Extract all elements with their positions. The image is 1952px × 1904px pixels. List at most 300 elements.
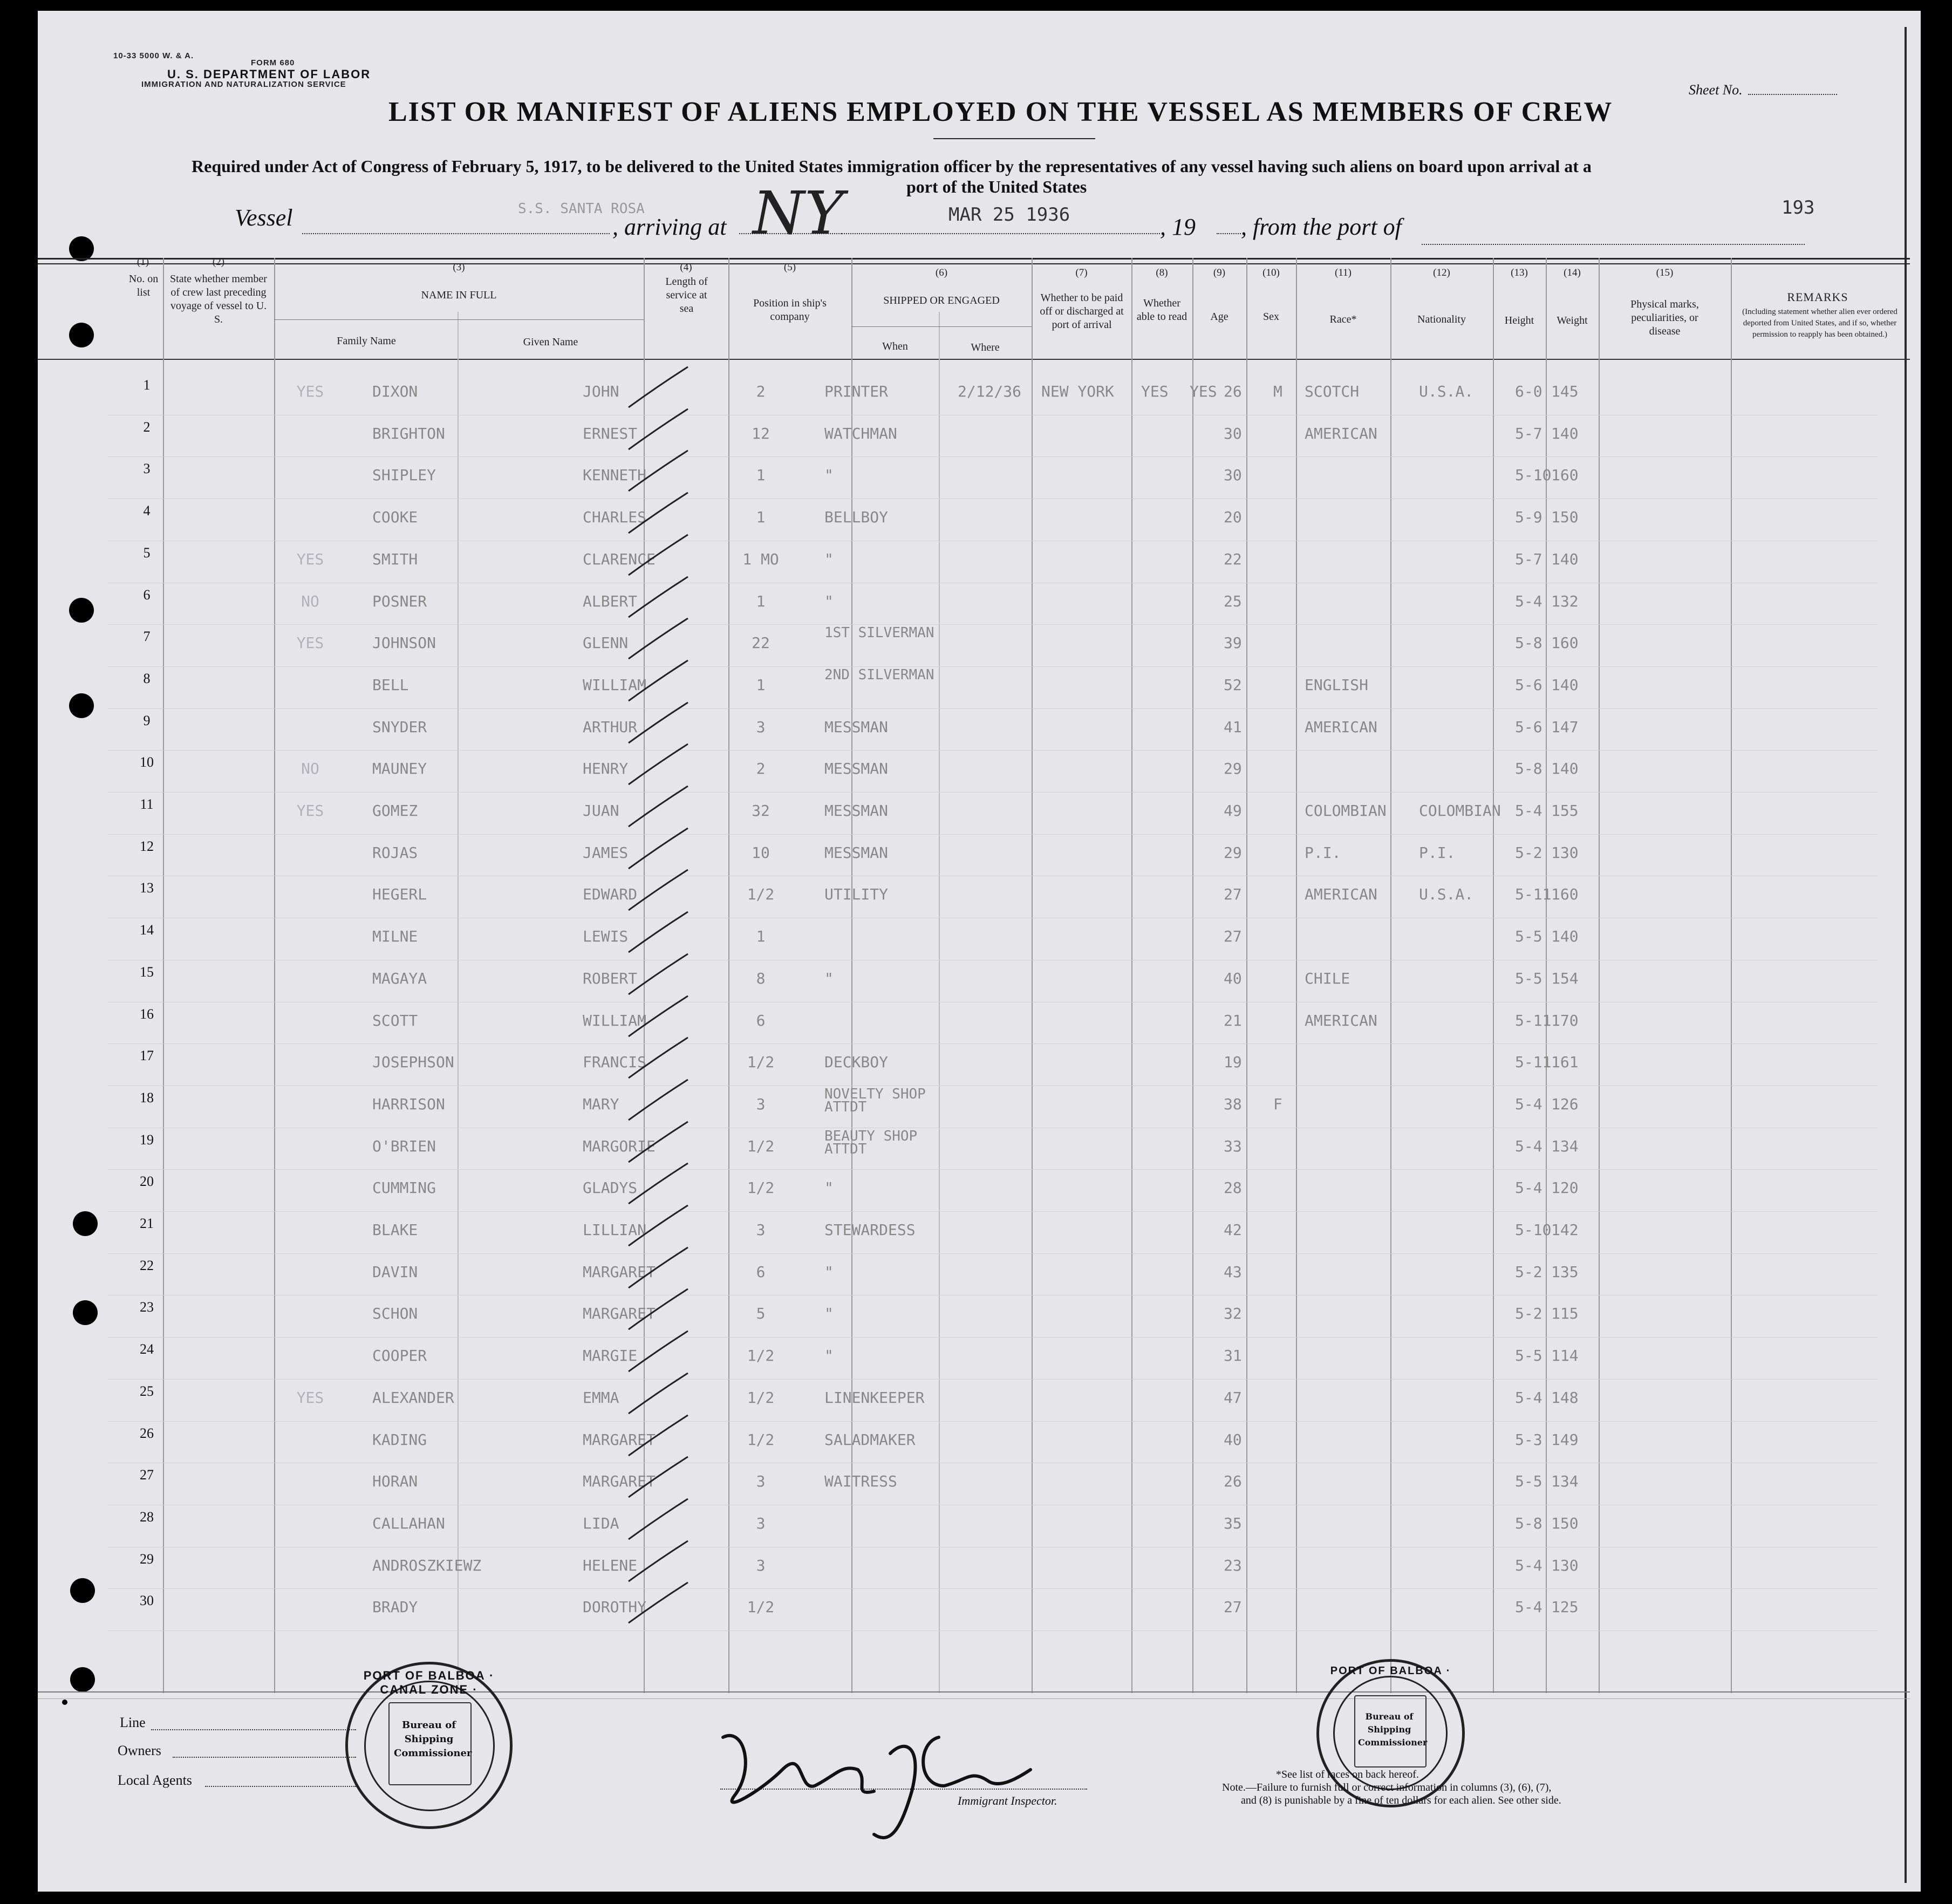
service-length-cell: 1/2	[747, 1388, 775, 1407]
given-name-cell: MARGIE	[583, 1347, 638, 1365]
row-number: 27	[140, 1467, 154, 1483]
row-rule	[108, 834, 1878, 835]
form-code: 10-33 5000 W. & A.	[113, 51, 194, 60]
height-cell: 5-2	[1515, 1305, 1543, 1323]
height-cell: 5-7	[1515, 424, 1543, 442]
penalty-note-line2: and (8) is punishable by a fine of ten dollars for each alien. See other side.	[1241, 1794, 1561, 1806]
column-heading-position: Position in ship's company	[753, 297, 827, 323]
column-heading-age: Age	[1210, 311, 1228, 323]
column-number: (6)	[935, 267, 948, 278]
age-cell: 31	[1224, 1347, 1242, 1365]
service-length-cell: 1/2	[747, 885, 775, 904]
age-cell: 25	[1224, 592, 1242, 610]
position-cell: "	[824, 1305, 834, 1323]
service-length-cell: 1	[756, 675, 766, 694]
service-length-cell: 3	[756, 1556, 766, 1574]
position-cell: WAITRESS	[824, 1472, 897, 1491]
family-name-cell: KADING	[372, 1430, 427, 1449]
height-cell: 5-4	[1515, 1179, 1543, 1197]
age-cell: 38	[1224, 1095, 1242, 1113]
row-number: 16	[140, 1006, 154, 1022]
row-number: 17	[140, 1048, 154, 1064]
column-number: (13)	[1511, 267, 1528, 278]
weight-cell: 170	[1551, 1011, 1579, 1029]
height-cell: 5-4	[1515, 1388, 1543, 1407]
weight-cell: 114	[1551, 1347, 1579, 1365]
service-length-cell: 3	[756, 718, 766, 736]
family-name-cell: SMITH	[372, 550, 418, 568]
arriving-label: , arriving at	[612, 214, 727, 240]
column-divider	[1390, 258, 1391, 1693]
column-heading-prev-voyage: State whether member of crew last preceding voyage of vessel to U. S.	[170, 273, 267, 325]
weight-cell: 147	[1551, 718, 1579, 736]
prev-voyage-cell: NO	[301, 760, 319, 778]
family-name-cell: COOKE	[372, 508, 418, 527]
column-heading-remarks-note: (Including statement whether alien ever ordered deported from United States, and if so, whether permission to reapply has been obtained.)	[1742, 308, 1898, 339]
position-cell: LINENKEEPER	[824, 1388, 925, 1407]
row-number: 28	[140, 1509, 154, 1525]
age-cell: 52	[1224, 675, 1242, 694]
check-mark	[626, 1370, 691, 1419]
race-cell: SCOTCH	[1305, 383, 1360, 400]
age-cell: 29	[1224, 843, 1242, 862]
position-cell: SALADMAKER	[824, 1430, 916, 1449]
height-cell: 5-3	[1515, 1430, 1543, 1449]
inspector-label: Immigrant Inspector.	[958, 1794, 1057, 1807]
prev-voyage-cell: YES	[296, 802, 324, 820]
column-number: (1)	[136, 256, 149, 268]
position-cell: "	[824, 466, 834, 484]
weight-cell: 120	[1551, 1179, 1579, 1197]
race-cell: ENGLISH	[1305, 675, 1369, 694]
row-number: 21	[140, 1216, 154, 1231]
service-length-cell: 1/2	[747, 1179, 775, 1197]
race-cell: P.I.	[1305, 843, 1341, 862]
name-subheader-rule	[274, 319, 644, 320]
given-name-cell: DOROTHY	[583, 1598, 647, 1616]
given-name-cell: HENRY	[583, 760, 629, 778]
age-cell: 30	[1224, 424, 1242, 442]
age-cell: 32	[1224, 1305, 1242, 1323]
line-field[interactable]	[151, 1729, 356, 1730]
check-mark	[626, 993, 691, 1042]
given-name-cell: FRANCIS	[583, 1053, 647, 1072]
row-rule	[108, 456, 1878, 457]
nationality-cell: U.S.A.	[1419, 885, 1474, 904]
given-name-cell: WILLIAM	[583, 1011, 647, 1029]
row-number: 9	[143, 712, 151, 728]
given-name-cell: ERNEST	[583, 424, 638, 442]
row-number: 5	[143, 544, 151, 561]
given-name-cell: ROBERT	[583, 969, 638, 987]
weight-cell: 126	[1551, 1095, 1579, 1113]
owners-field[interactable]	[173, 1757, 356, 1758]
family-name-cell: HORAN	[372, 1472, 418, 1491]
service-length-cell: 22	[752, 634, 770, 652]
position-cell: PRINTER	[824, 383, 889, 400]
column-divider	[1131, 258, 1132, 1693]
prev-voyage-cell: YES	[296, 1388, 324, 1407]
weight-cell: 135	[1551, 1262, 1579, 1281]
age-cell: 28	[1224, 1179, 1242, 1197]
race-cell: CHILE	[1305, 969, 1350, 987]
weight-cell: 130	[1551, 843, 1579, 862]
races-note: *See list of races on back hereof.	[1276, 1769, 1419, 1780]
service-length-cell: 3	[756, 1095, 766, 1113]
service-length-cell: 1/2	[747, 1053, 775, 1072]
row-number: 11	[140, 796, 154, 812]
column-number: (10)	[1262, 267, 1280, 278]
family-name-cell: MILNE	[372, 927, 418, 946]
check-mark	[626, 1286, 691, 1335]
height-cell: 5-6	[1515, 718, 1543, 736]
column-number: (9)	[1213, 267, 1226, 278]
row-rule	[108, 1211, 1878, 1212]
header-rule	[38, 258, 1910, 260]
vessel-label: Vessel	[235, 204, 293, 231]
age-cell: 22	[1224, 550, 1242, 568]
given-name-cell: LEWIS	[583, 927, 629, 946]
position-cell: "	[824, 592, 834, 610]
given-name-cell: MARGARET	[583, 1430, 656, 1449]
local-agents-field[interactable]	[205, 1786, 356, 1787]
weight-cell: 148	[1551, 1388, 1579, 1407]
stamp-center-text: Bureau of Shipping Commissioner	[394, 1719, 472, 1759]
height-cell: 5-11	[1515, 1053, 1552, 1072]
family-name-cell: COOPER	[372, 1347, 427, 1365]
family-name-cell: JOHNSON	[372, 634, 436, 652]
column-heading-physical-marks: Physical marks, peculiarities, or disease	[1630, 298, 1699, 337]
paid-off-cell: YES	[1141, 383, 1169, 400]
weight-cell: 154	[1551, 969, 1579, 987]
family-name-cell: POSNER	[372, 592, 427, 610]
race-cell: COLOMBIAN	[1305, 802, 1387, 820]
shipped-subheader-rule	[851, 326, 1032, 327]
given-name-cell: CHARLES	[583, 508, 647, 527]
height-cell: 5-10	[1515, 466, 1552, 484]
column-heading-paid-off: Whether to be paid off or discharged at port of arrival	[1040, 292, 1124, 331]
row-number: 24	[140, 1341, 154, 1357]
prev-voyage-cell: YES	[296, 550, 324, 568]
weight-cell: 130	[1551, 1556, 1579, 1574]
position-cell: "	[824, 1347, 834, 1365]
able-to-read-cell: YES	[1190, 383, 1217, 400]
department-name: U. S. DEPARTMENT OF LABOR	[167, 67, 371, 81]
given-name-cell: MARGARET	[583, 1305, 656, 1323]
check-mark	[626, 1496, 691, 1545]
weight-cell: 160	[1551, 466, 1579, 484]
column-divider	[1192, 258, 1193, 1693]
row-rule	[108, 708, 1878, 709]
weight-cell: 140	[1551, 927, 1579, 946]
prev-voyage-cell: NO	[301, 592, 319, 610]
weight-cell: 140	[1551, 550, 1579, 568]
row-number: 14	[140, 922, 154, 938]
nationality-cell: U.S.A.	[1419, 383, 1474, 400]
family-name-cell: O'BRIEN	[372, 1137, 436, 1155]
check-mark	[626, 1077, 691, 1125]
check-mark	[626, 364, 691, 413]
service-length-cell: 32	[752, 802, 770, 820]
check-mark	[626, 1203, 691, 1251]
age-cell: 20	[1224, 508, 1242, 527]
height-cell: 5-6	[1515, 675, 1543, 694]
family-name-cell: BRIGHTON	[372, 424, 445, 442]
height-cell: 5-4	[1515, 802, 1543, 820]
service-length-cell: 1/2	[747, 1430, 775, 1449]
height-cell: 5-8	[1515, 634, 1543, 652]
column-divider	[1599, 258, 1600, 1693]
service-length-cell: 1/2	[747, 1137, 775, 1155]
row-number: 26	[140, 1425, 154, 1441]
subtitle-line2: port of the United States	[906, 177, 1087, 196]
sex-cell: M	[1273, 383, 1282, 400]
penalty-note: Note.—Failure to furnish full or correct information in columns (3), (6), (7),	[1222, 1782, 1552, 1793]
height-cell: 5-4	[1515, 1598, 1543, 1616]
race-cell: AMERICAN	[1305, 718, 1377, 736]
height-cell: 5-10	[1515, 1221, 1552, 1239]
age-cell: 29	[1224, 760, 1242, 778]
column-heading-remarks: REMARKS	[1787, 290, 1848, 304]
position-cell: MESSMAN	[824, 843, 889, 862]
vessel-name: S.S. SANTA ROSA	[518, 201, 645, 217]
age-cell: 40	[1224, 969, 1242, 987]
column-heading-sex: Sex	[1263, 311, 1279, 323]
age-cell: 30	[1224, 466, 1242, 484]
given-name-cell: KENNETH	[583, 466, 647, 484]
shipped-where-cell: NEW YORK	[1041, 383, 1114, 400]
sex-cell: F	[1273, 1095, 1282, 1113]
height-cell: 5-11	[1515, 1011, 1552, 1029]
given-name-cell: ALBERT	[583, 592, 638, 610]
year-field[interactable]	[1217, 233, 1241, 234]
family-name-cell: BLAKE	[372, 1221, 418, 1239]
height-cell: 5-7	[1515, 550, 1543, 568]
row-number: 23	[140, 1299, 154, 1315]
family-name-cell: HARRISON	[372, 1095, 445, 1113]
weight-cell: 115	[1551, 1305, 1579, 1323]
check-mark	[626, 574, 691, 623]
check-mark	[626, 700, 691, 748]
column-number: (12)	[1433, 267, 1450, 278]
column-divider	[1731, 258, 1732, 1693]
row-number: 10	[140, 754, 154, 770]
service-length-cell: 3	[756, 1472, 766, 1491]
owners-label: Owners	[118, 1743, 161, 1758]
height-cell: 5-4	[1515, 1137, 1543, 1155]
subtitle: Required under Act of Congress of February 5, 1917, to be delivered to the United States immigration officer by the representatives of any vessel having such aliens on board upon arrival at a	[192, 156, 1592, 176]
family-name-cell: CALLAHAN	[372, 1514, 445, 1532]
column-divider	[1032, 258, 1033, 1693]
service-length-cell: 1	[756, 508, 766, 527]
family-name-cell: SCHON	[372, 1305, 418, 1323]
service-length-cell: 5	[756, 1305, 766, 1323]
age-cell: 49	[1224, 802, 1242, 820]
column-divider	[728, 258, 729, 1693]
service-name: IMMIGRATION AND NATURALIZATION SERVICE	[141, 80, 346, 89]
age-cell: 23	[1224, 1556, 1242, 1574]
check-mark	[626, 448, 691, 496]
given-name-cell: CLARENCE	[583, 550, 656, 568]
column-heading-given: Given Name	[523, 336, 578, 348]
age-cell: 41	[1224, 718, 1242, 736]
check-mark	[626, 867, 691, 916]
check-mark	[626, 783, 691, 832]
given-name-cell: LILLIAN	[583, 1221, 647, 1239]
row-number: 22	[140, 1257, 154, 1273]
punch-hole	[69, 598, 94, 623]
age-cell: 27	[1224, 927, 1242, 946]
family-name-cell: ALEXANDER	[372, 1388, 454, 1407]
column-subdivider	[939, 312, 940, 1693]
column-heading-no: No. on list	[128, 273, 159, 298]
given-name-cell: HELENE	[583, 1556, 638, 1574]
page-number: 193	[1782, 197, 1815, 219]
check-mark	[626, 532, 691, 581]
weight-cell: 132	[1551, 592, 1579, 610]
port-of-balboa-stamp	[345, 1662, 513, 1829]
position-cell: MESSMAN	[824, 760, 889, 778]
service-length-cell: 1/2	[747, 1598, 775, 1616]
row-number: 19	[140, 1131, 154, 1148]
family-name-cell: ANDROSZKIEWZ	[372, 1556, 482, 1574]
check-mark	[626, 490, 691, 538]
height-cell: 5-4	[1515, 1095, 1543, 1113]
row-rule	[108, 1253, 1878, 1254]
position-cell: DECKBOY	[824, 1053, 889, 1072]
punch-hole	[70, 1578, 95, 1603]
family-name-cell: ROJAS	[372, 843, 418, 862]
column-divider	[1296, 258, 1297, 1693]
family-name-cell: MAGAYA	[372, 969, 427, 987]
age-cell: 47	[1224, 1388, 1242, 1407]
column-heading-nationality: Nationality	[1417, 313, 1466, 325]
column-header-rule	[38, 359, 1910, 360]
check-mark	[626, 1035, 691, 1083]
weight-cell: 125	[1551, 1598, 1579, 1616]
given-name-cell: MARGARET	[583, 1472, 656, 1491]
position-cell: 1ST SILVERMAN	[824, 625, 934, 642]
title-rule	[933, 138, 1095, 139]
service-length-cell: 1 MO	[742, 550, 779, 568]
weight-cell: 142	[1551, 1221, 1579, 1239]
age-cell: 42	[1224, 1221, 1242, 1239]
row-number: 8	[143, 670, 151, 686]
from-port-field[interactable]	[1422, 244, 1805, 245]
weight-cell: 150	[1551, 1514, 1579, 1532]
service-length-cell: 1/2	[747, 1347, 775, 1365]
column-subdivider	[458, 312, 459, 1693]
weight-cell: 140	[1551, 760, 1579, 778]
family-name-cell: JOSEPHSON	[372, 1053, 454, 1072]
row-number: 1	[143, 377, 151, 393]
given-name-cell: GLENN	[583, 634, 629, 652]
row-number: 25	[140, 1383, 154, 1399]
row-rule	[108, 1421, 1878, 1422]
punch-hole	[73, 1300, 98, 1325]
given-name-cell: GLADYS	[583, 1179, 638, 1197]
family-name-cell: DIXON	[372, 383, 418, 400]
column-number: (2)	[212, 256, 225, 268]
column-heading-read: Whether able to read	[1136, 297, 1187, 323]
row-number: 3	[143, 461, 151, 477]
height-cell: 5-4	[1515, 592, 1543, 610]
family-name-cell: SHIPLEY	[372, 466, 436, 484]
age-cell: 33	[1224, 1137, 1242, 1155]
height-cell: 5-4	[1515, 1556, 1543, 1574]
service-length-cell: 1	[756, 466, 766, 484]
family-name-cell: HEGERL	[372, 885, 427, 904]
age-cell: 39	[1224, 634, 1242, 652]
column-number: (8)	[1156, 267, 1168, 278]
form-number: FORM 680	[251, 58, 295, 67]
age-cell: 26	[1224, 1472, 1242, 1491]
date-field[interactable]	[842, 233, 1160, 234]
row-rule	[108, 624, 1878, 625]
position-cell: "	[824, 1262, 834, 1281]
column-heading-race: Race*	[1329, 313, 1357, 325]
page-edge	[1905, 27, 1907, 1883]
punch-hole	[69, 693, 94, 718]
check-mark	[626, 951, 691, 1000]
race-cell: AMERICAN	[1305, 885, 1377, 904]
arriving-port-handwritten: NY	[753, 179, 844, 248]
height-cell: 5-5	[1515, 927, 1543, 946]
given-name-cell: JOHN	[583, 383, 619, 400]
service-length-cell: 12	[752, 424, 770, 442]
service-length-cell: 8	[756, 969, 766, 987]
height-cell: 5-8	[1515, 760, 1543, 778]
stamp-ring-text: PORT OF BALBOA ·	[1330, 1665, 1451, 1677]
given-name-cell: WILLIAM	[583, 675, 647, 694]
check-mark	[626, 1412, 691, 1461]
service-length-cell: 1	[756, 927, 766, 946]
nationality-cell: COLOMBIAN	[1419, 802, 1501, 820]
row-number: 7	[143, 629, 151, 645]
check-mark	[626, 1161, 691, 1209]
weight-cell: 145	[1551, 383, 1579, 400]
column-divider	[1246, 258, 1247, 1693]
page-title: LIST OR MANIFEST OF ALIENS EMPLOYED ON THE VESSEL AS MEMBERS OF CREW	[388, 97, 1613, 127]
row-number: 4	[143, 503, 151, 519]
column-number: (7)	[1075, 267, 1088, 278]
column-heading-when: When	[882, 340, 908, 352]
footer-rule	[38, 1698, 1910, 1699]
position-cell: NOVELTY SHOP ATTDT	[824, 1086, 926, 1115]
weight-cell: 161	[1551, 1053, 1579, 1072]
signature-text	[720, 1700, 882, 1721]
column-heading-name: NAME IN FULL	[421, 289, 497, 301]
race-cell: AMERICAN	[1305, 1011, 1377, 1029]
sheet-number-field[interactable]	[1748, 94, 1837, 95]
age-cell: 43	[1224, 1262, 1242, 1281]
check-mark	[626, 825, 691, 874]
weight-cell: 160	[1551, 885, 1579, 904]
check-mark	[626, 1245, 691, 1293]
weight-cell: 134	[1551, 1472, 1579, 1491]
row-number: 13	[140, 880, 154, 896]
weight-cell: 140	[1551, 424, 1579, 442]
punch-hole	[62, 1700, 67, 1705]
row-rule	[108, 1379, 1878, 1380]
column-number: (4)	[680, 262, 692, 273]
height-cell: 5-2	[1515, 1262, 1543, 1281]
vessel-field[interactable]	[302, 233, 610, 234]
nationality-cell: P.I.	[1419, 843, 1456, 862]
given-name-cell: JUAN	[583, 802, 619, 820]
column-divider	[1493, 258, 1494, 1693]
height-cell: 5-5	[1515, 969, 1543, 987]
